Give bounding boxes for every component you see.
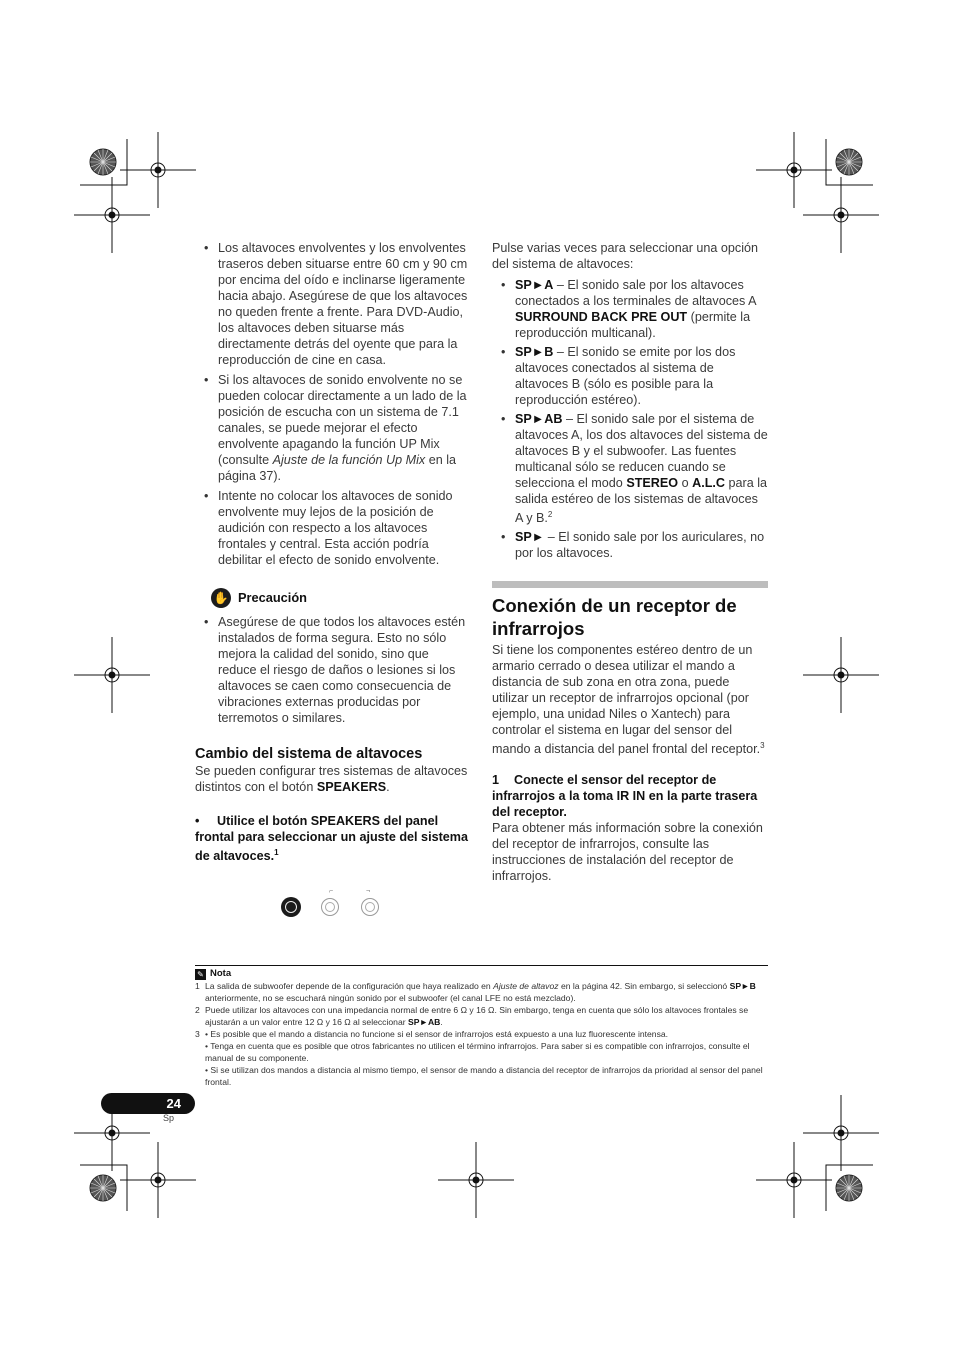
speaker-options xyxy=(492,277,768,561)
footnotes xyxy=(195,965,768,1088)
ir-step-body: Para obtener más información sobre la conexión del receptor de infrarrojos, consulte las instrucciones de instalación del receptor de infrarrojos. xyxy=(492,821,763,884)
bullet-distance: • Intente no colocar los altavoces de sonido envolvente muy lejos de la posición de audición con respecto a los altavoces frontales y central. Esta acción podría debilitar el efecto de sonido envolvente. xyxy=(195,488,470,568)
speaker-system-heading: Cambio del sistema de altavoces xyxy=(195,746,423,762)
ir-step: 1 Conecte el sensor del receptor de infrarrojos a la toma IR IN en la parte trasera del receptor. xyxy=(492,773,758,820)
speaker-system-intro: Se pueden configurar tres sistemas de altavoces distintos con el botón SPEAKERS. xyxy=(195,764,468,794)
note-heading: ✎ Nota xyxy=(195,968,768,980)
bullet-upmix: • Si los altavoces de sonido envolvente no se pueden colocar directamente a un lado de la posición de escucha con un sistema de 7.1 canales, se puede mejorar el efecto envolvente apagando la función UP Mix (consulte Ajuste de la función Up Mix en la página 37). xyxy=(195,372,470,484)
caution-heading: ✋ Precaución xyxy=(211,588,470,608)
option-spab: • SP►AB – El sonido sale por el sistema de altavoces A, los dos altavoces del sistema de altavoces B y el subwoofer. Las fuentes multicanal sólo se reducen cuando se selecciona el modo STEREO o A.L.C para la salida estéreo de los sistemas de altavoces A y B.$^2$ xyxy=(492,411,768,526)
right-column xyxy=(492,240,768,884)
panel-button-icon xyxy=(321,898,339,916)
caution-bullets xyxy=(195,614,470,726)
ir-intro: Si tiene los componentes estéreo dentro de un armario cerrado o desea utilizar el mando a distancia de sub zona en otra zona, puede utilizar un receptor de infrarrojos opcional (por ejemplo, una unidad Niles o Xantech) para controlar el sistema en lugar del sensor del mando a distancia del panel frontal del receptor.$^3$ xyxy=(492,643,765,757)
bullet-height: • Los altavoces envolventes y los envolventes traseros deben situarse entre 60 cm y 90 cm por encima del oído e inclinarse ligeramente hacia abajo. Asegúrese de que los altavoces no queden frente a frente. Para DVD-Audio, los altavoces deben situarse más directamente detrás del oyente que para la reproducción de cine en casa. xyxy=(195,240,470,368)
option-sp-headphones: • SP► – El sonido sale por los auriculares, no por los altavoces. xyxy=(492,529,768,561)
options-intro: Pulse varias veces para seleccionar una opción del sistema de altavoces: xyxy=(492,241,759,271)
section-divider-bar xyxy=(492,581,768,588)
footnote-2: 2 Puede utilizar los altavoces con una impedancia normal de entre 6 Ω y 16 Ω. Sin embargo, tenga en cuenta que sólo los altavoces frontales se ajustarán a un valor entre 12 Ω y 16 Ω al seleccionar SP►AB. xyxy=(195,1005,749,1027)
page-number-badge: 24 xyxy=(101,1093,195,1114)
option-spa: • SP►A – El sonido sale por los altavoces conectados a los terminales de altavoces A SURROUND BACK PRE OUT (permite la reproducción multicanal). xyxy=(492,277,768,341)
footnote-1: 1 La salida de subwoofer depende de la configuración que haya realizado en Ajuste de altavoz en la página 42. Sin embargo, si seleccionó SP►B anteriormente, no se escuchará ningún sonido por el subwoofer (el canal LFE no está mezclado). xyxy=(195,981,756,1003)
speaker-buttons-illustration xyxy=(280,888,390,928)
footnote-3: 3 • Es posible que el mando a distancia no funcione si el sensor de infrarrojos está expuesto a una luz fluorescente intensa. • Tenga en cuenta que es posible que otros fabricantes no utilicen el término infrarrojos. Para saber si es compatible con infrarrojos, consulte el manual de su componente. • Si se utilizan dos mandos a distancia al mismo tiempo, el sensor de mando a distancia del receptor de infrarrojos da prioridad al sensor del panel frontal. xyxy=(195,1029,763,1087)
note-pencil-icon: ✎ xyxy=(195,969,206,980)
envolvente-bullets xyxy=(195,240,470,568)
caution-hand-icon: ✋ xyxy=(211,588,231,608)
indicator-tick-icon: ¬ xyxy=(366,888,371,895)
speaker-step: • Utilice el botón SPEAKERS del panel frontal para seleccionar un ajuste del sistema de altavoces.$^1$ xyxy=(195,814,468,864)
speakers-button-icon xyxy=(282,898,300,916)
panel-button-icon xyxy=(361,898,379,916)
option-spb: • SP►B – El sonido se emite por los dos altavoces conectados al sistema de altavoces B (sólo es posible para la reproducción estéreo). xyxy=(492,344,768,408)
caution-bullet: • Asegúrese de que todos los altavoces estén instalados de forma segura. Esto no sólo mejora la calidad del sonido, sino que reduce el riesgo de daños o lesiones si los altavoces se caen como consecuencia de vibraciones externas producidas por terremotos o similares. xyxy=(195,614,470,726)
indicator-tick-icon: ⌐ xyxy=(329,888,334,895)
upmix-reference: Ajuste de la función Up Mix xyxy=(272,453,426,467)
left-column xyxy=(195,240,470,864)
language-code: Sp xyxy=(163,1113,175,1123)
ir-section-title: Conexión de un receptor de infrarrojos xyxy=(492,595,737,640)
